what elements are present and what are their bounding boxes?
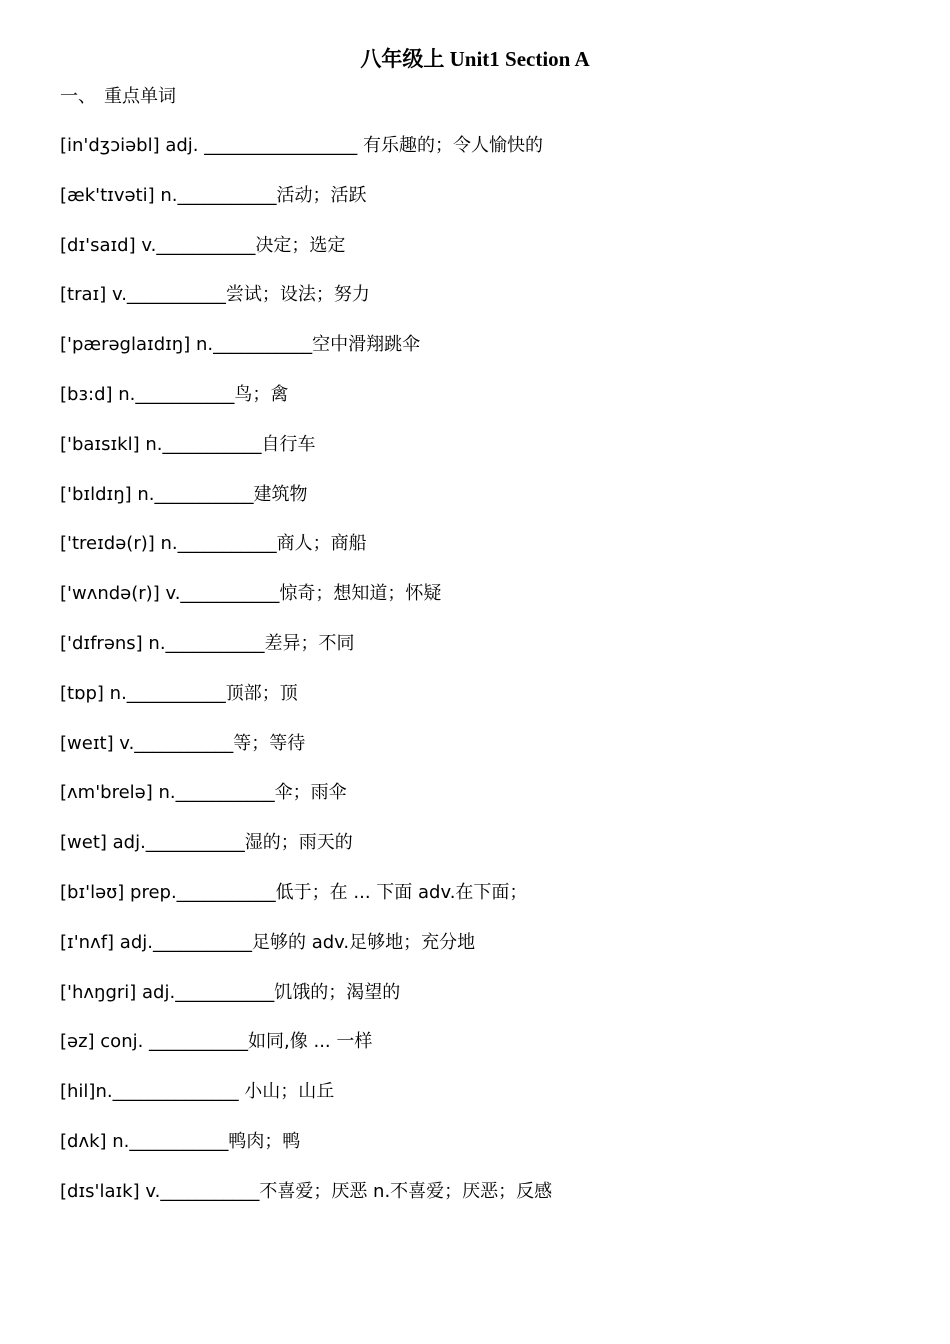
vocab-item: ['treɪdə(r)] n.___________商人；商船 [60,533,367,555]
page-title: 八年级上 Unit1 Section A [360,47,590,71]
vocab-item: ['hʌŋgri] adj.___________饥饿的；渴望的 [60,981,401,1003]
vocab-item: [traɪ] v.___________尝试；设法；努力 [60,284,370,306]
vocab-item: ['bɪldɪŋ] n.___________建筑物 [60,483,308,505]
section-heading [60,84,176,110]
vocab-item: ['dɪfrəns] n.___________差异；不同 [60,632,355,654]
vocab-item: [dʌk] n.___________鸭肉；鸭 [60,1130,301,1152]
vocab-item: [bɜ:d] n.___________鸟；禽 [60,383,289,405]
section-heading-text: 重点单词 [104,86,176,107]
vocab-item: ['wʌndə(r)] v.___________惊奇；想知道；怀疑 [60,583,442,605]
vocab-item: [æk'tɪvəti] n.___________活动；活跃 [60,184,367,206]
vocab-item: [wet] adj.___________湿的；雨天的 [60,832,353,854]
vocab-list [60,132,900,1228]
vocab-item: [ɪ'nʌf] adj.___________足够的 adv.足够地；充分地 [60,931,476,953]
vocab-item: [weɪt] v.___________等；等待 [60,732,306,754]
vocab-item: [hil]n.______________ 小山；山丘 [60,1081,335,1103]
section-number: 一、 [60,86,96,107]
vocab-item: [in'dʒɔiəbl] adj. _________________ 有乐趣的；令人愉快的 [60,135,543,156]
vocab-item: [bɪ'ləʊ] prep.___________低于；在 ... 下面 adv.在下面； [60,881,528,903]
vocab-item: ['pærəglaɪdɪŋ] n.___________空中滑翔跳伞 [60,334,421,356]
vocab-item: [tɒp] n.___________顶部；顶 [60,682,298,704]
vocab-item: [əz] conj. ___________如同,像 ... 一样 [60,1031,373,1053]
vocab-item: [dɪ'saɪd] v.___________决定；选定 [60,234,346,256]
vocab-item: ['baɪsɪkl] n.___________自行车 [60,433,316,455]
vocab-item: [dɪs'laɪk] v.___________不喜爱；厌恶 n.不喜爱；厌恶；反感 [60,1180,553,1202]
vocab-item: [ʌm'brelə] n.___________伞；雨伞 [60,782,347,804]
